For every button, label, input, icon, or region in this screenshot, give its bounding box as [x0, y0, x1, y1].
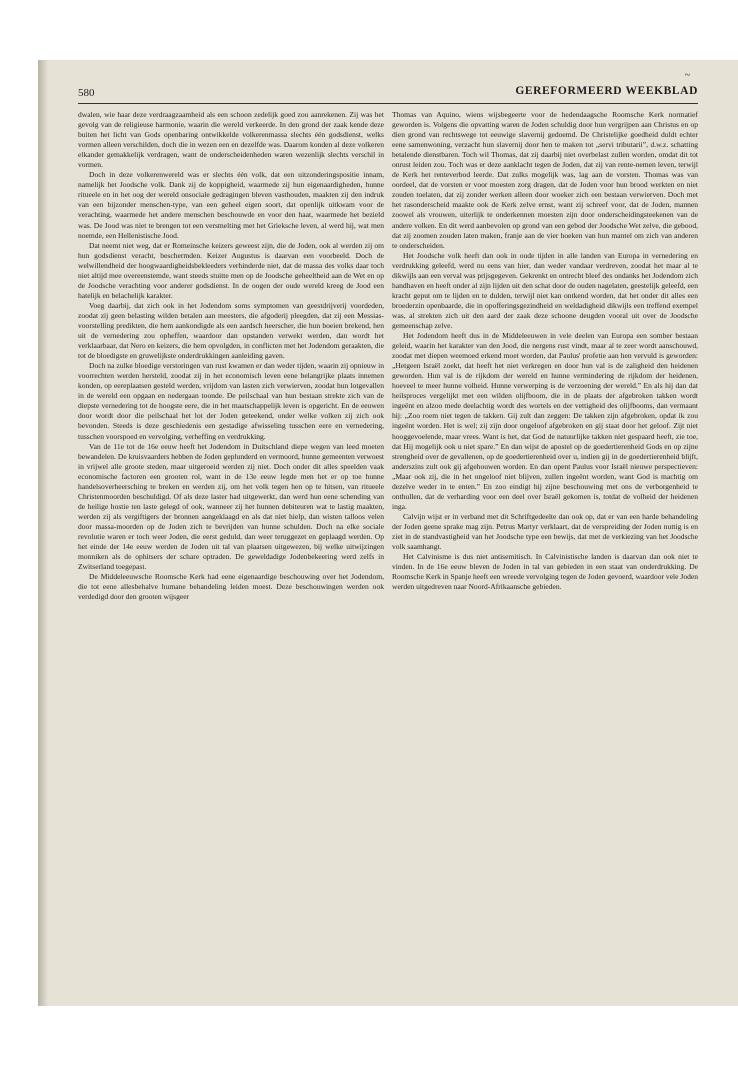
scan-top-margin	[0, 0, 738, 58]
binding-shadow	[38, 60, 48, 1006]
page-number: 580	[78, 87, 95, 99]
paragraph: De Middeleeuwsche Roomsche Kerk had eene eigenaardige beschouwing over het Jodendom, die tot eene allesbehalve humane behandeling leiden moest. Deze beschouwingen werden ook verdedigd door den grooten wijsgeer	[78, 572, 384, 602]
paragraph: Dat neemt niet weg, dat er Romeinsche keizers geweest zijn, die de Joden, ook al werden zij om hun godsdienst veracht, beschermden. Keizer Augustus is daarvan een voorbeeld. Doch de welwillendheid der hoogwaardigheidsbekleeders verhinderde niet, dat de massa des volks daar toch niet altijd mee overeenstemde, want steeds stuitte men op de Joodsche geheeltheid aan de Wet en op de Joodsche verachting voor anderer godsdienst. In de oogen der oude wereld kreeg de Jood een hatelijk en belachelijk karakter.	[78, 240, 384, 300]
paragraph: Van de 11e tot de 16e eeuw heeft het Jodendom in Duitschland diepe wegen van leed moeten bewandelen. De kruisvaarders hebben de Joden geplunderd en vermoord, hunne gemeenten verwoest in vrijwel alle groote steden, maar uitgeroeid werden zij niet. Doch onder dit alles speelden vaak economische factoren een grooten rol, want in de 13e eeuw legde men het er op toe hunne handelsoverheersching te breken en werden zij, om het volk tegen hen op te hitsen, van ritueele Christenmoorden beschuldigd. Of als deze laster had uitgewerkt, dan werd hun eene schending van de heilige hostie ten laste gelegd of ook, wanneer zij het hunnen debiteuren wat te lastig maakten, werden zij als vergiftigers der bronnen aangeklaagd en als dat niet hielp, dan wisten talloos velen door massa-moorden op de Joden zich te bevrijden van hunne schulden. Doch na elke sociale revolutie waren er toch weer Joden, die eerst geduld, dan weer teruggezet en geplaagd werden. Op het einde der 14e eeuw werden de Joden uit tal van plaatsen uitgewezen, bij welke uitwijzingen monniken als de ophitsers der schare optraden. De geweldadige Jodenbekeering werd zelfs in Zwitserland toegepast.	[78, 441, 384, 572]
paragraph: Voeg daarbij, dat zich ook in het Jodendom soms symptomen van geestdrijverij voordeden, zoodat zij geen belasting wilden betalen aan meesters, die afgoderij pleegden, dat zij een Messias-voorstelling predikten, die hem aankondigde als een aardsch heerscher, die hun boeien brekend, hen uit de vernedering zou opheffen, waardoor dan opstanden verwekt werden, dan wordt het verklaarbaar, dat Nero en keizers, die hem opvolgden, in conflicten met het Jodendom geraakten, die tot de bloedigste en gruwelijkste onderdrukkingen aanleiding gaven.	[78, 300, 384, 361]
paragraph: Het Jodendom heeft dus in de Middeleeuwen in vele deelen van Europa een somber bestaan geleid, waarin het karakter van den Jood, die nergens rust vindt, maar al te zeer wordt aanschouwd, zoodat met diepen weemoed erkend moet worden, dat Paulus' profetie aan hen vervuld is geworden: „Hetgeen Israël zoekt, dat heeft het niet verkregen en door hun val is de zaligheid den heidenen geworden. Hun val is de rijkdom der wereld en hunne vermindering de rijkdom der heidenen, hoeveel te meer hunne volheid. Hunne verwerping is de verzoening der wereld.” En als hij dan dat heilsproces vergelijkt met een wilden olijfboom, die in de plaats der afgebroken takken wordt ingeënt en alzoo mede deelachtig wordt des wortels en der vettigheid des olijfbooms, dan vermaant hij: „Zoo roem niet tegen de takken. Gij zult dan zeggen: De takken zijn afgebroken, opdat ik zou ingeënt worden. Het is wel; zij zijn door ongeloof afgebroken en gij staat door het geloof. Zijt niet hooggevoelende, maar vrees. Want is het, dat God de natuurlijke takken niet gespaard heeft, zie toe, dat Hij mogelijk ook u niet spare.” En dan wijst de apostel op de goedertierenheid Gods en op zijne strengheid over de gevallenen, op de goedertierenheid over u, indien gij in de goedertierenheid blijft, anderszins zult ook gij afgehouwen worden. En dan opent Paulus voor Israël nieuwe perspectieven: „Maar ook zij, die in het ongeloof niet blijven, zullen ingeënt worden, want God is machtig om dezelve weder in te enten.” En zoo eindigt hij zijne beschouwing met ons de verborgenheid te onthullen, dat de verharding voor een deel over Israël gekomen is, totdat de volheid der heidenen inga.	[392, 331, 698, 511]
paragraph: dwalen, wie haar deze verdraagzaamheid als een schoon zedelijk goed zou aanrekenen. Zij was het gevolg van de religieuse harmonie, waarin die wereld verkeerde. In den grond der zaak kende deze buiten het licht van Gods openbaring ontwikkelde volkerenmassa slechts één godsdienst, welks vormen alleen verschilden, doch die in wezen een en dezelfde was. Daarom konden al deze volkeren elkander gemakkelijk verdragen, want de onderscheidenheden waren wezenlijk slechts verschil in vormen.	[78, 110, 384, 170]
paragraph: Thomas van Aquino, wiens wijsbegeerte voor de hedendaagsche Roomsche Kerk normatief geworden is. Volgens die opvatting waren de Joden schuldig door hun vergrijpen aan Christus en op dien grond van rechtswege tot eeuwige slavernij gedoemd. De Christelijke goedheid duldt echter eene samenwoning, verzacht hun slavernij door hen te maken tot „servi tributarii”, d.w.z. schatting betalende dienstbaren. Toch wil Thomas, dat zij daarbij niet overbelast zullen worden, omdat dit tot onrust leiden zou. Toch was er deze aanklacht tegen de Joden, dat zij van rente-nemen leven, terwijl de Kerk het renteverbod leerde. Dat zulks mogelijk was, lag aan de vorsten. Thomas was van oordeel, dat de vorsten er voor moesten zorg dragen, dat de Joden voor hun brood werkten en niet zouden toelaten, dat zij zonder werken alleen door woeker zich een bestaan verwierven. Doch met het rasonderscheid maakte ook de Kerk zelve ernst, want zij schreef voor, dat de Joden, mannen zoowel als vrouwen, uiterlijk te onderkennen moesten zijn door onderscheidingsteekenen van de andere volken. En dit werd aanbevolen op grond van een gebod der Joodsche Wet zelve, die gebood, dat zij zoomen zouden laten maken, franje aan de vier hoeken van hun mantel om zich van anderen te onderscheiden.	[392, 110, 698, 250]
header-rule	[78, 103, 698, 104]
paragraph: Calvijn wijst er in verband met dit Schriftgedeelte dan ook op, dat er van een harde behandeling der Joden geene sprake mag zijn. Petrus Martyr verklaart, dat de verspreiding der Joden nuttig is en ziet in de standvastigheid van het Joodsche type een bewijs, dat met de verkiezing van het Joodsche volk saamhangt.	[392, 511, 698, 552]
paragraph: Het Joodsche volk heeft dan ook in oude tijden in alle landen van Europa in vernedering en verdrukking geleefd, werd nu eens van hier, dan weder vandaar verdreven, zoodat het maar al te dikwijls aan een verval was prijsgegeven. Gekrenkt en ontrecht bleef des ondanks het Jodendom zich handhaven en heeft onder al zijn lijden uit den schat door de ouden nagelaten, geestelijk geleefd, een kracht geput om te lijden en te dulden, terwijl niet kan ontkend worden, dat het onder dit alles een broederzin openbaarde, die in opofferingsgezindheid en weldadigheid dikwijls een treffend exempel was, al strekten zich uit den aard der zaak deze schoone deugden vooral uit over de Joodsche gemeenschap zelve.	[392, 250, 698, 330]
newspaper-page	[38, 60, 738, 1006]
paragraph: Het Calvinisme is dus niet antisemitisch. In Calvinistische landen is daarvan dan ook niet te vinden. In de 16e eeuw bleven de Joden in tal van gebieden in een staat van onderdrukking. De Roomsche Kerk in Spanje heeft een wreede vervolging tegen de Joden gevoerd, waardoor vele Joden werden uitgedreven naar Noord-Afrikaansche gebieden.	[392, 552, 698, 592]
right-column	[392, 110, 698, 592]
left-column	[78, 110, 384, 602]
running-head: GEREFORMEERD WEEKBLAD	[515, 85, 698, 97]
scan-bottom-margin	[0, 1008, 738, 1068]
paragraph: Doch in deze volkerenwereld was er slechts één volk, dat een uitzonderingspositie innam, namelijk het Joodsche volk. Dank zij de koppigheid, waarmede zij hun eigenaardigheden, hunne ritueele en in het oog der wereld onsociale gedragingen bleven vasthouden, maakten zij den indruk van een bijzonder menschen-type, van een geheel eigen soort, dat openlijk uitkwam voor de verachting, waarmede het andere menschen beschouwde en voor den haat, waarmede het bezield was. De Jood was niet te brengen tot een versmelting met het Grieksche leven, al werd hij, wat men noemde, een Hellenistische Jood.	[78, 170, 384, 240]
ink-mark: ~	[684, 70, 690, 81]
paragraph: Doch na zulke bloedige verstoringen van rust kwamen er dan weder tijden, waarin zij opnieuw in voorrechten werden hersteld, zoodat zij in het economisch leven eene belangrijke plaats innemen konden, op eereplaatsen gesteld werden, vrijdom van lasten zich verwierven, zoodat hun lotgevallen in de wereld een opgaan en nedergaan toonde. De peilschaal van hun bestaan strekte zich van de diepste vernedering tot de hoogste eere, die in het maatschappelijk leven is opgericht. En de eeuwen door wordt door die peilschaal het lot der Joden geteekend, onder welke volken zij zich ook bevonden. Steeds is deze geschiedenis een gestadige afwisseling tusschen eere en vernedering, tusschen voorspoed en vervolging, verheffing en verdrukking.	[78, 361, 384, 441]
